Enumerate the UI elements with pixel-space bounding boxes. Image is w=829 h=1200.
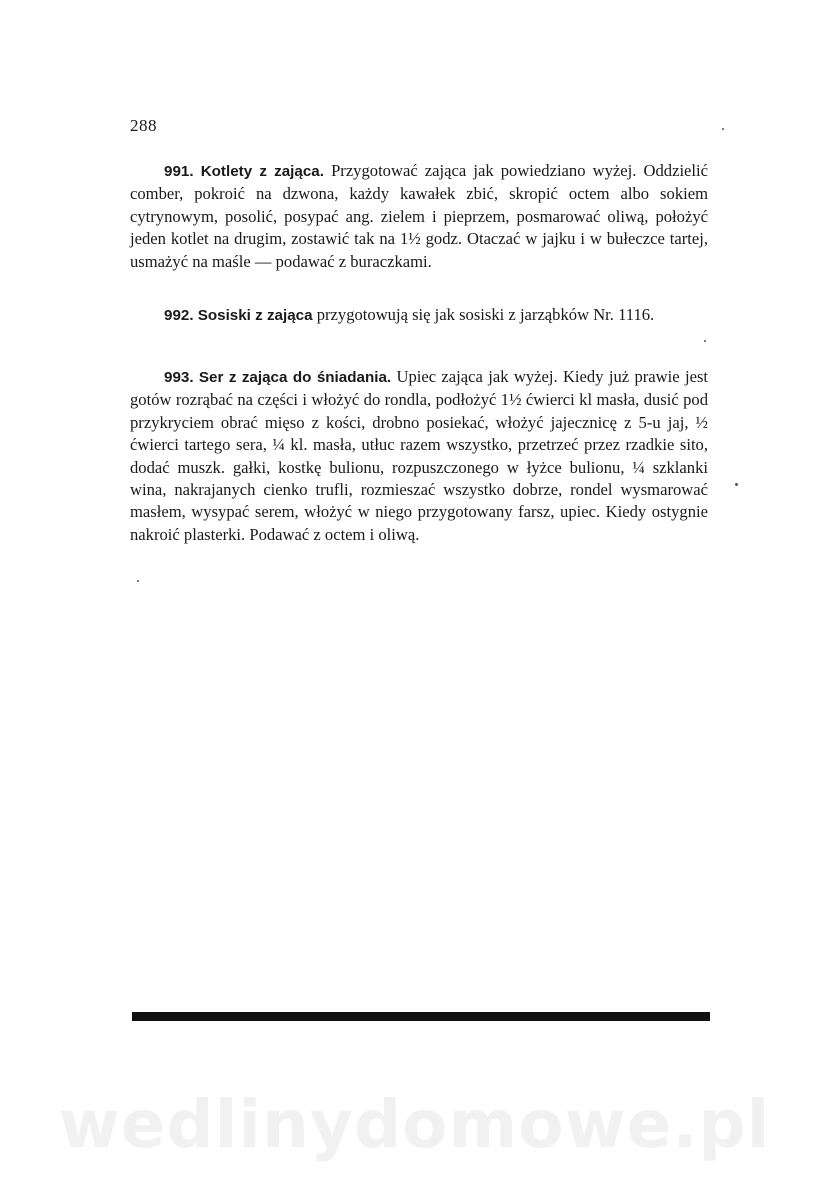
recipe-body: przygotowują się jak sosiski z jarząbków Nr. 1116.: [316, 305, 655, 324]
recipe-992: [130, 304, 708, 327]
page-number: 288: [130, 116, 157, 135]
watermark: wedlinydomowe.pl: [58, 1086, 771, 1163]
recipe-title: Kotlety z zająca.: [200, 163, 324, 180]
recipe-body: Upiec zająca jak wyżej. Kiedy już prawie jest gotów rozrąbać na części i włożyć do rondla, podłożyć 1½ ćwierci kl masła, dusić pod przykryciem obrać mięso z kości, drobno posiekać, włożyć jajecznicę z 5-u jaj, ½ ćwierci tartego sera, ¼ kl. masła, utłuc razem wszystko, przetrzeć przez rzadkie sito, dodać muszk. gałki, kostkę bulionu, rozpuszczonego w łyżce bulionu, ¼ szklanki wina, nakrajanych cienko trufli, rozmieszać wszystko dobrze, rondel wysmarować masłem, wysypać serem, włożyć w niego przygotowany farsz, upiec. Kiedy ostygnie nakroić plasterki. Podawać z octem i oliwą.: [130, 367, 709, 544]
recipe-number: 993.: [164, 369, 194, 386]
recipe-title: Ser z zająca do śniadania.: [198, 369, 392, 386]
print-speck: [137, 580, 139, 582]
print-speck: [704, 340, 706, 342]
recipe-body: Przygotować zająca jak powiedziano wyżej. Oddzielić comber, pokroić na dzwona, każdy kawałek zbić, skropić octem albo sokiem cytrynowym, posolić, posypać ang. zielem i pieprzem, posmarować oliwą, położyć jeden kotlet na drugim, zostawić tak na 1½ godz. Otaczać w jajku i w bułeczce tartej, usmażyć na maśle — podawać z buraczkami.: [130, 161, 709, 271]
recipe-991: [130, 160, 708, 273]
recipe-993: [130, 366, 708, 546]
print-speck: [735, 483, 738, 486]
bottom-rule: [132, 1012, 710, 1021]
recipe-title: Sosiski z zająca: [197, 307, 313, 324]
recipe-number: 991.: [164, 163, 194, 180]
print-speck: [722, 128, 724, 130]
recipe-number: 992.: [164, 307, 194, 324]
